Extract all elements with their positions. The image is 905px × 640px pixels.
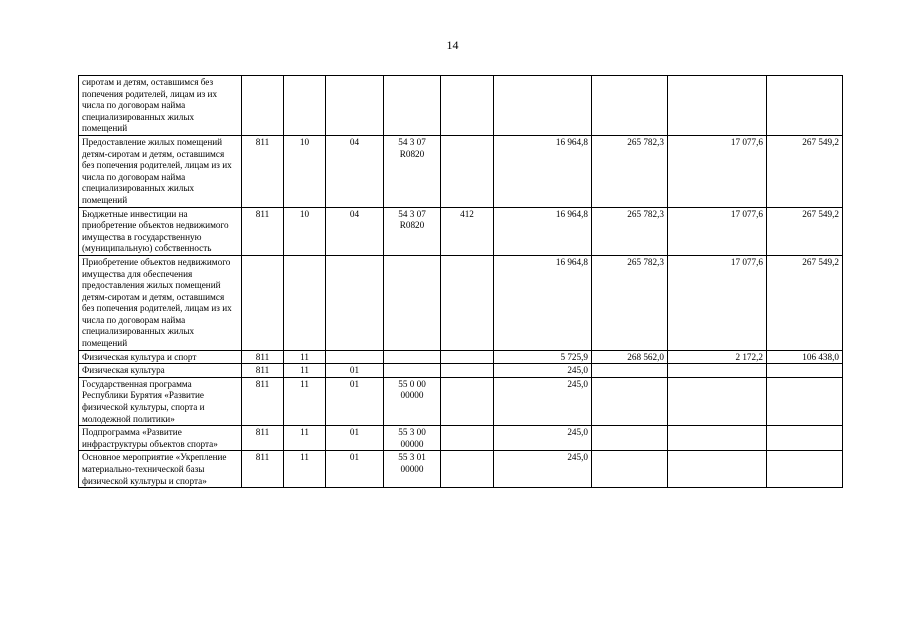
cell-value-2 (592, 426, 668, 451)
cell-grbs: 811 (242, 426, 284, 451)
cell-subsection: 04 (326, 207, 384, 255)
cell-expense-type (441, 364, 494, 378)
table-row (79, 135, 843, 207)
cell-section: 10 (284, 135, 326, 207)
table-row (79, 451, 843, 488)
table-row (79, 207, 843, 255)
cell-grbs: 811 (242, 451, 284, 488)
cell-value-3: 17 077,6 (668, 135, 767, 207)
cell-value-1: 245,0 (494, 377, 592, 425)
cell-value-3 (668, 76, 767, 136)
cell-value-1: 245,0 (494, 364, 592, 378)
cell-value-2: 268 562,0 (592, 350, 668, 364)
cell-value-4: 267 549,2 (767, 135, 843, 207)
cell-grbs: 811 (242, 135, 284, 207)
cell-expense-type (441, 451, 494, 488)
cell-value-4 (767, 426, 843, 451)
cell-name: сиротам и детям, оставшимся без попечения родителей, лицам из их числа по договорам найма специализированных жилых помещений (79, 76, 242, 136)
page-number: 14 (446, 38, 459, 52)
cell-subsection: 01 (326, 377, 384, 425)
cell-value-2 (592, 377, 668, 425)
cell-subsection: 04 (326, 135, 384, 207)
cell-name: Основное мероприятие «Укрепление материально-технической базы физической культуры и спорта» (79, 451, 242, 488)
cell-value-1: 5 725,9 (494, 350, 592, 364)
cell-subsection: 01 (326, 426, 384, 451)
cell-value-3: 2 172,2 (668, 350, 767, 364)
cell-target-article (384, 76, 441, 136)
cell-section (284, 76, 326, 136)
cell-value-1: 16 964,8 (494, 207, 592, 255)
cell-target-article: 54 3 07 R0820 (384, 207, 441, 255)
cell-value-2: 265 782,3 (592, 255, 668, 350)
cell-value-4 (767, 76, 843, 136)
cell-target-article: 55 3 01 00000 (384, 451, 441, 488)
cell-value-3: 17 077,6 (668, 207, 767, 255)
cell-name: Приобретение объектов недвижимого имущества для обеспечения предоставления жилых помещений детям-сиротам и детям, оставшимся без попечения родителей, лицам из их числа по договорам найма специализированных жилых помещений (79, 255, 242, 350)
cell-name: Физическая культура и спорт (79, 350, 242, 364)
cell-value-2 (592, 364, 668, 378)
cell-expense-type (441, 135, 494, 207)
cell-value-1: 16 964,8 (494, 135, 592, 207)
cell-expense-type: 412 (441, 207, 494, 255)
cell-subsection (326, 255, 384, 350)
cell-value-2: 265 782,3 (592, 207, 668, 255)
cell-target-article: 54 3 07 R0820 (384, 135, 441, 207)
cell-name: Подпрограмма «Развитие инфраструктуры объектов спорта» (79, 426, 242, 451)
cell-name: Бюджетные инвестиции на приобретение объектов недвижимого имущества в государственную (муниципальную) собственность (79, 207, 242, 255)
cell-value-4: 267 549,2 (767, 207, 843, 255)
table-row (79, 255, 843, 350)
cell-name: Предоставление жилых помещений детям-сиротам и детям, оставшимся без попечения родителей, лицам из их числа по договорам найма специализированных жилых помещений (79, 135, 242, 207)
cell-grbs: 811 (242, 207, 284, 255)
cell-value-1: 245,0 (494, 426, 592, 451)
cell-value-2: 265 782,3 (592, 135, 668, 207)
cell-expense-type (441, 377, 494, 425)
cell-subsection (326, 350, 384, 364)
cell-value-1: 16 964,8 (494, 255, 592, 350)
cell-value-4 (767, 364, 843, 378)
cell-grbs (242, 255, 284, 350)
cell-section: 11 (284, 377, 326, 425)
table-row (79, 350, 843, 364)
cell-subsection: 01 (326, 364, 384, 378)
cell-section (284, 255, 326, 350)
cell-expense-type (441, 255, 494, 350)
budget-table (78, 75, 843, 488)
cell-expense-type (441, 426, 494, 451)
cell-value-3 (668, 451, 767, 488)
table-row (79, 377, 843, 425)
cell-value-3 (668, 377, 767, 425)
cell-value-2 (592, 76, 668, 136)
cell-grbs: 811 (242, 350, 284, 364)
table-row (79, 426, 843, 451)
cell-value-1: 245,0 (494, 451, 592, 488)
cell-target-article (384, 364, 441, 378)
cell-grbs (242, 76, 284, 136)
cell-grbs: 811 (242, 377, 284, 425)
cell-target-article: 55 0 00 00000 (384, 377, 441, 425)
cell-name: Физическая культура (79, 364, 242, 378)
cell-target-article: 55 3 00 00000 (384, 426, 441, 451)
cell-name: Государственная программа Республики Бурятия «Развитие физической культуры, спорта и молодежной политики» (79, 377, 242, 425)
cell-value-4 (767, 377, 843, 425)
cell-section: 10 (284, 207, 326, 255)
cell-value-4: 267 549,2 (767, 255, 843, 350)
cell-value-4: 106 438,0 (767, 350, 843, 364)
cell-value-3: 17 077,6 (668, 255, 767, 350)
cell-section: 11 (284, 350, 326, 364)
cell-section: 11 (284, 451, 326, 488)
cell-expense-type (441, 76, 494, 136)
cell-value-3 (668, 364, 767, 378)
cell-target-article (384, 350, 441, 364)
table-row (79, 364, 843, 378)
table-body (79, 76, 843, 488)
cell-subsection (326, 76, 384, 136)
cell-grbs: 811 (242, 364, 284, 378)
cell-value-1 (494, 76, 592, 136)
cell-target-article (384, 255, 441, 350)
cell-value-2 (592, 451, 668, 488)
cell-section: 11 (284, 426, 326, 451)
table-row (79, 76, 843, 136)
cell-section: 11 (284, 364, 326, 378)
cell-subsection: 01 (326, 451, 384, 488)
cell-value-4 (767, 451, 843, 488)
cell-value-3 (668, 426, 767, 451)
cell-expense-type (441, 350, 494, 364)
